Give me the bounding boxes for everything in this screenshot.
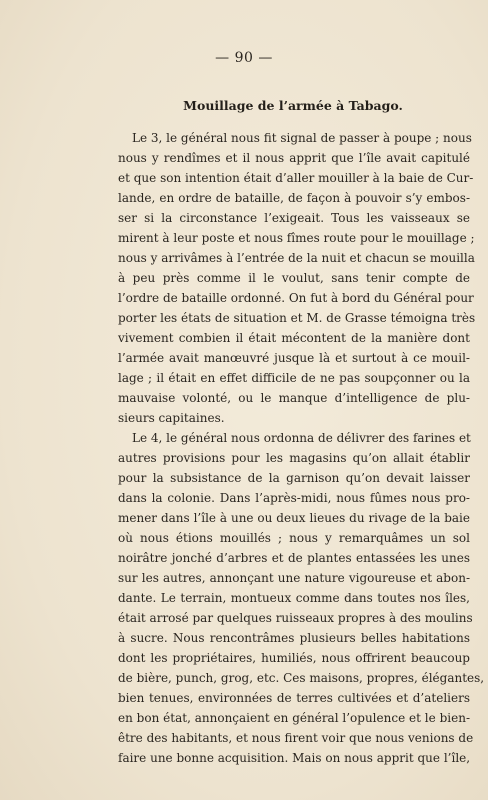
- text-line: mauvaise volonté, ou le manque d’intelligence de plu-: [118, 391, 470, 405]
- text-line: nous y arrivâmes à l’entrée de la nuit et chacun se mouilla: [118, 251, 475, 265]
- text-line: sur les autres, annonçant une nature vigoureuse et abon-: [118, 571, 470, 585]
- text-line: noirâtre jonché d’arbres et de plantes entassées les unes: [118, 551, 470, 565]
- body-text: [118, 128, 485, 768]
- text-line: vivement combien il était mécontent de la manière dont: [118, 331, 470, 345]
- text-line: mirent à leur poste et nous fîmes route pour le mouillage ;: [118, 231, 475, 245]
- text-line: lage ; il était en effet difficile de ne pas soupçonner ou la: [118, 371, 470, 385]
- paragraph-2: [118, 428, 485, 768]
- text-line: où nous étions mouillés ; nous y remarquâmes un sol: [118, 531, 470, 545]
- text-line: dans la colonie. Dans l’après-midi, nous fûmes nous pro-: [118, 491, 470, 505]
- paragraph-1: [118, 128, 476, 428]
- text-line: était arrosé par quelques ruisseaux propres à des moulins: [118, 611, 473, 625]
- text-line: Le 3, le général nous fit signal de passer à poupe ; nous: [132, 131, 472, 145]
- section-heading: Mouillage de l’armée à Tabago.: [183, 98, 403, 113]
- page-number: — 90 —: [215, 50, 273, 66]
- text-line: à peu près comme il le voulut, sans tenir compte de: [118, 271, 470, 285]
- text-line: l’ordre de bataille ordonné. On fut à bord du Général pour: [118, 291, 474, 305]
- text-line: être des habitants, et nous firent voir que nous venions de: [118, 731, 474, 745]
- text-line: porter les états de situation et M. de Grasse témoigna très: [118, 311, 476, 325]
- text-line: ser si la circonstance l’exigeait. Tous les vaisseaux se: [118, 211, 470, 225]
- text-line: dante. Le terrain, montueux comme dans toutes nos îles,: [118, 591, 470, 605]
- text-line: nous y rendîmes et il nous apprit que l’île avait capitulé: [118, 151, 470, 165]
- text-line: Le 4, le général nous ordonna de délivrer des farines et: [132, 431, 471, 445]
- text-line: sieurs capitaines.: [118, 411, 225, 425]
- text-line: de bière, punch, grog, etc. Ces maisons, propres, élégantes,: [118, 671, 485, 685]
- text-line: l’armée avait manœuvré jusque là et surtout à ce mouil-: [118, 351, 470, 365]
- text-line: bien tenues, environnées de terres cultivées et d’ateliers: [118, 691, 470, 705]
- text-line: et que son intention était d’aller mouiller à la baie de Cur-: [118, 171, 474, 185]
- text-line: à sucre. Nous rencontrâmes plusieurs belles habitations: [118, 631, 470, 645]
- text-line: autres provisions pour les magasins qu’on allait établir: [118, 451, 470, 465]
- text-line: en bon état, annonçaient en général l’opulence et le bien-: [118, 711, 470, 725]
- text-line: mener dans l’île à une ou deux lieues du rivage de la baie: [118, 511, 470, 525]
- text-line: pour la subsistance de la garnison qu’on devait laisser: [118, 471, 470, 485]
- text-line: dont les propriétaires, humiliés, nous offrirent beaucoup: [118, 651, 470, 665]
- text-line: lande, en ordre de bataille, de façon à pouvoir s’y embos-: [118, 191, 470, 205]
- text-line: faire une bonne acquisition. Mais on nous apprit que l’île,: [118, 751, 471, 765]
